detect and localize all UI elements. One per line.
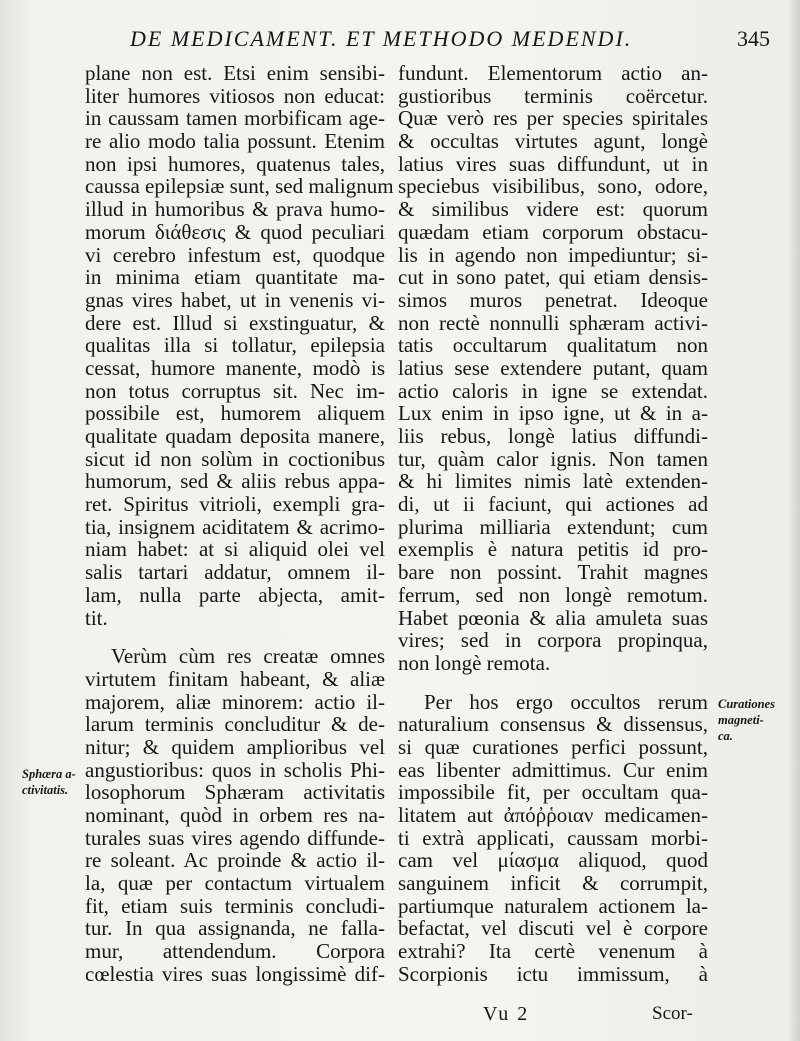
text-line: salis tartari addatur, omnem il- bbox=[85, 560, 385, 585]
text-line: gustioribus terminis coërcetur. bbox=[398, 83, 708, 108]
right-column bbox=[398, 62, 708, 986]
text-line: illud in humoribus & prava humo- bbox=[85, 197, 385, 222]
page-edge-shadow bbox=[788, 0, 800, 1041]
text-line: latius vires suas diffundunt, ut in bbox=[398, 151, 708, 176]
text-line: cessat, humore manente, modò is bbox=[85, 355, 385, 380]
text-line: liis rebus, longè latius diffundi- bbox=[398, 424, 708, 448]
text-line: non rectè nonnulli sphæram activi- bbox=[398, 310, 708, 335]
text-line: vires; sed in corpora propinqua, bbox=[398, 628, 708, 653]
text-line: sicut id non solùm in coctionibus bbox=[85, 446, 385, 471]
text-line: mur, attendendum. Corpora bbox=[85, 939, 385, 964]
running-title: DE MEDICAMENT. ET METHODO MEDENDI. bbox=[130, 26, 633, 51]
marginal-line: ca. bbox=[718, 729, 733, 743]
text-line: in caussam tamen morbificam age- bbox=[85, 106, 385, 131]
text-line: partiumque naturalem actionem la- bbox=[398, 893, 708, 918]
text-line: si quæ curationes perfici possunt, bbox=[398, 734, 708, 759]
text-line: lis in agendo non impediuntur; si- bbox=[398, 242, 708, 267]
text-line: ret. Spiritus vitrioli, exempli gra- bbox=[85, 492, 385, 517]
text-line: virtutem finitam habeant, & aliæ bbox=[85, 666, 385, 691]
text-line: befactat, vel discuti vel è corpore bbox=[398, 916, 708, 941]
text-line: & similibus videre est: quorum bbox=[398, 197, 708, 222]
page-header bbox=[130, 26, 770, 56]
text-line: cam vel μίασμα aliquod, quod bbox=[398, 848, 708, 873]
text-line: morum διάθεσις & quod peculiari bbox=[85, 219, 385, 244]
text-line: actio caloris in igne se extendat. bbox=[398, 378, 708, 403]
text-line: possibile est, humorem aliquem bbox=[85, 401, 385, 426]
text-line: tur, quàm calor ignis. Non tamen bbox=[398, 446, 708, 471]
text-line: tur. In qua assignanda, ne falla- bbox=[85, 916, 385, 941]
text-line: losophorum Sphæram activitatis bbox=[85, 780, 385, 805]
text-line: Per hos ergo occultos rerum bbox=[424, 689, 708, 714]
text-line: angustioribus: quos in scholis Phi- bbox=[85, 757, 385, 782]
text-line: quædam etiam corporum obstacu- bbox=[398, 219, 708, 244]
text-line: Scorpionis ictu immissum, à bbox=[398, 961, 708, 986]
catchword: Scor- bbox=[652, 1003, 693, 1024]
text-line: non totus corruptus sit. Nec im- bbox=[85, 378, 385, 403]
text-line: tatis occultarum qualitatum non bbox=[398, 333, 708, 358]
left-column bbox=[85, 61, 394, 986]
text-line: Lux enim in ipso igne, ut & in a- bbox=[398, 401, 708, 426]
text-line: latius sese extendere putant, quam bbox=[398, 355, 708, 380]
text-line: impossibile fit, per occultam qua- bbox=[398, 780, 708, 805]
text-line: speciebus visibilibus, sono, odore, bbox=[398, 174, 708, 199]
text-line: eas libenter admittimus. Cur enim bbox=[398, 757, 708, 782]
text-line: caussa epilepsiæ sunt, sed malignum bbox=[85, 174, 394, 199]
marginal-line: Sphæra a- bbox=[22, 767, 76, 781]
text-line: vi cerebro infestum est, quodque bbox=[85, 242, 385, 267]
text-line: larum terminis concluditur & de- bbox=[85, 712, 385, 737]
page-number: 345 bbox=[737, 26, 770, 51]
text-line: tia, insignem aciditatem & acrimo- bbox=[85, 514, 385, 539]
text-line: plane non est. Etsi enim sensibi- bbox=[85, 61, 385, 85]
text-line: niam habet: at si aliquid olei vel bbox=[85, 537, 385, 562]
bleed-through-text bbox=[8, 485, 78, 555]
text-line: la, quæ per contactum virtualem bbox=[85, 871, 385, 896]
text-line: extrahi? Ita certè venenum à bbox=[398, 939, 708, 964]
text-line: exemplis è natura petitis id pro- bbox=[398, 537, 708, 562]
text-line: gnas vires habet, ut in venenis vi- bbox=[85, 287, 385, 312]
text-line: re alio modo talia possunt. Etenim bbox=[85, 129, 385, 154]
text-line: ferrum, sed non longè remotum. bbox=[398, 582, 708, 607]
text-line: qualitate quadam deposita manere, bbox=[85, 424, 385, 448]
text-line: Quæ verò res per species spiritales bbox=[398, 106, 708, 131]
text-line: litatem aut ἀπόῤῥοιαν medicamen- bbox=[398, 803, 708, 827]
left-marginal-note bbox=[22, 766, 76, 798]
text-line: Habet pœonia & alia amuleta suas bbox=[398, 605, 708, 630]
marginal-line: Curationes bbox=[718, 697, 775, 711]
text-line: & hi limites nimis latè extenden- bbox=[398, 469, 708, 494]
text-line: cut in sono patet, qui etiam densis- bbox=[398, 265, 708, 290]
text-line: in minima etiam quantitate ma- bbox=[85, 265, 385, 290]
text-line: turales suas vires agendo diffunde- bbox=[85, 825, 385, 850]
text-line: tit. bbox=[85, 605, 108, 630]
marginal-line: ctivitatis. bbox=[22, 783, 69, 797]
text-line: liter humores vitiosos non educat: bbox=[85, 83, 385, 108]
signature-mark: Vu 2 bbox=[483, 1003, 530, 1025]
text-line: non ipsi humores, quatenus tales, bbox=[85, 151, 385, 176]
text-line: humorum, sed & aliis rebus appa- bbox=[85, 469, 385, 494]
right-marginal-note bbox=[718, 696, 775, 744]
page-footer bbox=[0, 1003, 800, 1029]
text-line: & occultas virtutes agunt, longè bbox=[398, 129, 708, 154]
text-line: fundunt. Elementorum actio an- bbox=[398, 61, 708, 85]
text-line: cœlestia vires suas longissimè dif- bbox=[85, 961, 385, 986]
text-line: nitur; & quidem amplioribus vel bbox=[85, 734, 385, 759]
text-line: fit, etiam suis terminis concludi- bbox=[85, 893, 385, 918]
text-line: plurima milliaria extendunt; cum bbox=[398, 514, 708, 539]
marginal-line: magneti- bbox=[718, 713, 764, 727]
text-line: lam, nulla parte abjecta, amit- bbox=[85, 582, 385, 607]
text-line: re soleant. Ac proinde & actio il- bbox=[85, 848, 385, 873]
text-line: simos muros penetrat. Ideoque bbox=[398, 287, 708, 312]
text-line: nominant, quòd in orbem res na- bbox=[85, 803, 385, 827]
text-line: di, ut ii faciunt, qui actiones ad bbox=[398, 492, 708, 517]
text-line: sanguinem inficit & corrumpit, bbox=[398, 871, 708, 896]
text-line: naturalium consensus & dissensus, bbox=[398, 712, 708, 737]
text-line: Verùm cùm res creatæ omnes bbox=[111, 644, 385, 669]
text-line: non longè remota. bbox=[398, 650, 551, 675]
text-line: bare non possint. Trahit magnes bbox=[398, 560, 708, 585]
text-line: dere est. Illud si exstinguatur, & bbox=[85, 310, 385, 335]
text-line: ti extrà applicati, caussam morbi- bbox=[398, 825, 708, 850]
text-line: majorem, aliæ minorem: actio il- bbox=[85, 689, 385, 714]
text-line: qualitas illa si tollatur, epilepsia bbox=[85, 333, 385, 358]
